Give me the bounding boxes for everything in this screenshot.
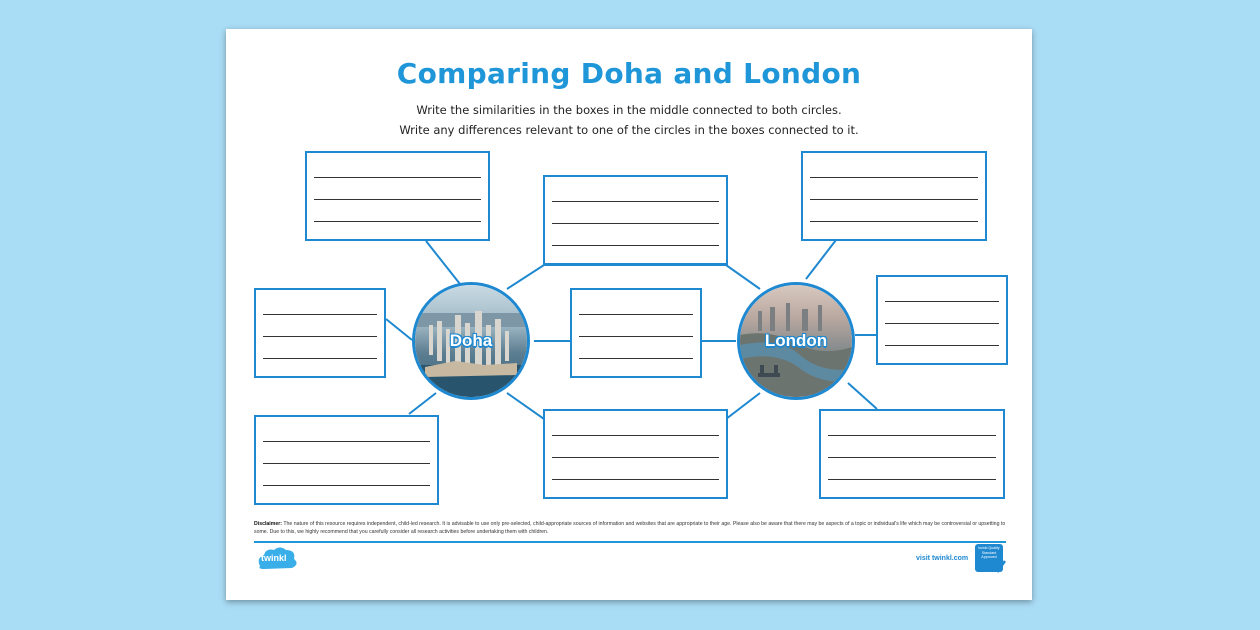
doha-circle xyxy=(412,282,530,400)
london-circle xyxy=(737,282,855,400)
twinkl-logo[interactable] xyxy=(254,544,300,574)
instruction-line-1: Write the similarities in the boxes in the middle connected to both circles. xyxy=(416,103,842,117)
doha-label: Doha xyxy=(449,331,493,350)
london-label: London xyxy=(764,331,828,350)
writing-box-london-right[interactable] xyxy=(876,275,1008,365)
writing-box-london-bottom[interactable] xyxy=(819,409,1005,499)
disclaimer xyxy=(254,521,1006,536)
writing-box-doha-bottom[interactable] xyxy=(254,415,439,505)
writing-box-shared-top[interactable] xyxy=(543,175,728,265)
visit-twinkl-link[interactable]: visit twinkl.com xyxy=(916,555,969,562)
page-title: Comparing Doha and London xyxy=(396,57,862,90)
writing-box-shared-middle[interactable] xyxy=(570,288,702,378)
writing-box-doha-top[interactable] xyxy=(305,151,490,241)
quality-badge xyxy=(974,543,1006,575)
writing-box-london-top[interactable] xyxy=(801,151,987,241)
worksheet-page xyxy=(226,29,1032,600)
twinkl-logo-text: twinkl xyxy=(261,553,287,563)
writing-box-doha-left[interactable] xyxy=(254,288,386,378)
quality-badge-text: twinkl Quality Standard Approved xyxy=(978,546,1000,559)
footer-divider xyxy=(254,541,1006,543)
writing-box-shared-bottom[interactable] xyxy=(543,409,728,499)
instruction-line-2: Write any differences relevant to one of the circles in the boxes connected to it. xyxy=(399,123,859,137)
disclaimer-text: The nature of this resource requires independent, child-led research. It is advisable to use only pre-selected, child-appropriate sources of information and websites that are appropriate to their age. Please also be aware that there may be aspects of a topic or individual's life which may be controversial or upsetting to some. Due to this, we highly recommend that you carefully consider all research activities before undertaking them with children. xyxy=(254,521,1006,535)
disclaimer-heading: Disclaimer: xyxy=(254,521,282,527)
